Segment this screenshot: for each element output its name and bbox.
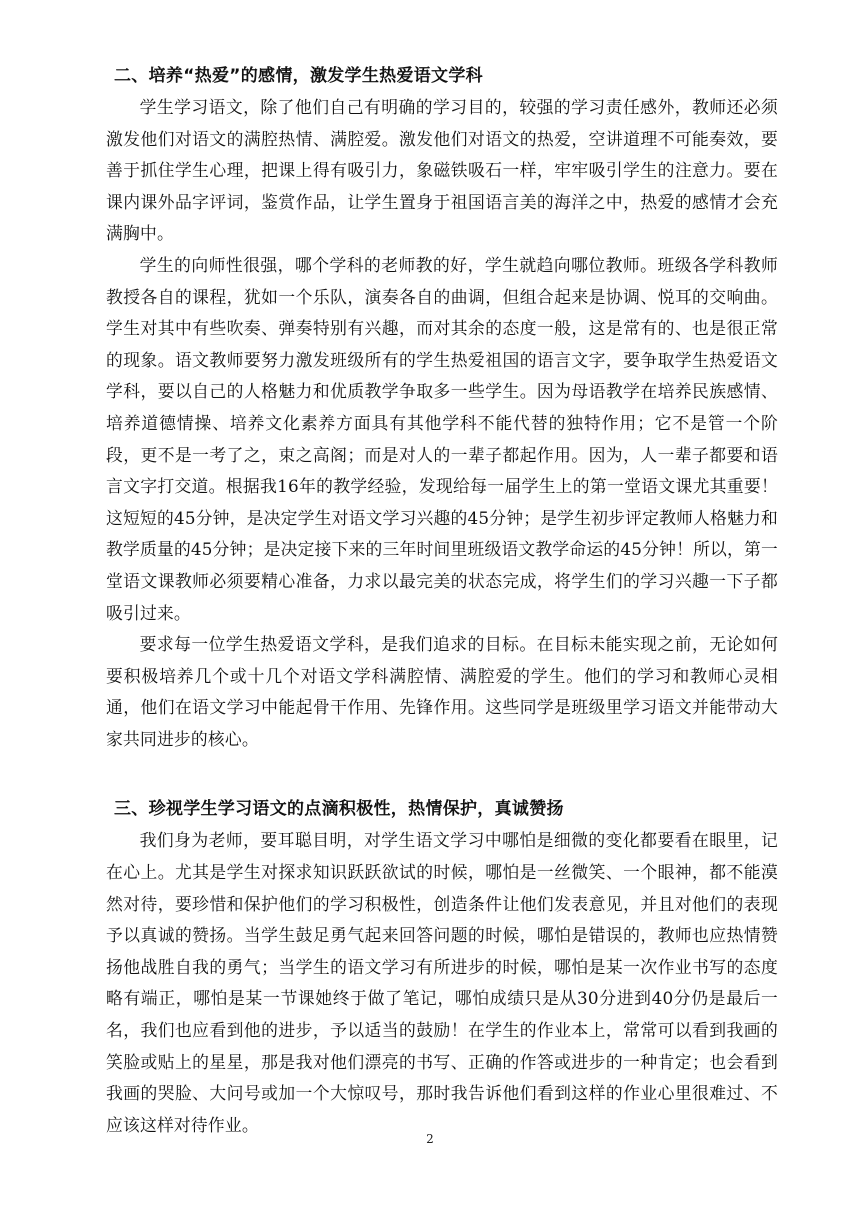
document-body [106, 60, 778, 1141]
page-number: 2 [426, 1132, 434, 1146]
section-heading-3: 三、珍视学生学习语文的点滴积极性，热情保护，真诚赞扬 [114, 799, 564, 820]
section-gap [106, 755, 778, 793]
paragraph: 要求每一位学生热爱语文学科，是我们追求的目标。在目标未能实现之前，无论如何要积极培养几个或十几个对语文学科满腔情、满腔爱的学生。他们的学习和教师心灵相通，他们在语文学习中能起骨干作用、先锋作用。这些同学是班级里学习语文并能带动大家共同进步的核心。 [106, 634, 778, 749]
paragraph: 学生的向师性很强，哪个学科的老师教的好，学生就趋向哪位教师。班级各学科教师教授各自的课程，犹如一个乐队，演奏各自的曲调，但组合起来是协调、悦耳的交响曲。学生对其中有些吹奏、弹奏特别有兴趣，而对其余的态度一般，这是常有的、也是很正常的现象。语文教师要努力激发班级所有的学生热爱祖国的语言文字，要争取学生热爱语文学科，要以自己的人格魅力和优质教学争取多一些学生。因为母语教学在培养民族感情、培养道德情操、培养文化素养方面具有其他学科不能代替的独特作用；它不是管一个阶段，更不是一考了之，束之高阁；而是对人的一辈子都起作用。因为，人一辈子都要和语言文字打交道。根据我16年的教学经验，发现给每一届学生上的第一堂语文课尤其重要！这短短的45分钟，是决定学生对语文学习兴趣的45分钟；是学生初步评定教师人格魅力和教学质量的45分钟；是决定接下来的三年时间里班级语文教学命运的45分钟！所以，第一堂语文课教师必须要精心准备，力求以最完美的状态完成，将学生们的学习兴趣一下子都吸引过来。 [106, 254, 778, 623]
paragraph: 学生学习语文，除了他们自己有明确的学习目的，较强的学习责任感外，教师还必须激发他们对语文的满腔热情、满腔爱。激发他们对语文的热爱，空讲道理不可能奏效，要善于抓住学生心理，把课上得有吸引力，象磁铁吸石一样，牢牢吸引学生的注意力。要在课内课外品字评词，鉴赏作品，让学生置身于祖国语言美的海洋之中，热爱的感情才会充满胸中。 [106, 97, 778, 244]
paragraph: 我们身为老师，要耳聪目明，对学生语文学习中哪怕是细微的变化都要看在眼里，记在心上。尤其是学生对探求知识跃跃欲试的时候，哪怕是一丝微笑、一个眼神，都不能漠然对待，要珍惜和保护他们的学习积极性，创造条件让他们发表意见，并且对他们的表现予以真诚的赞扬。当学生鼓足勇气起来回答问题的时候，哪怕是错误的，教师也应热情赞扬他战胜自我的勇气；当学生的语文学习有所进步的时候，哪怕是某一次作业书写的态度略有端正，哪怕是某一节课她终于做了笔记，哪怕成绩只是从30分进到40分仍是最后一名，我们也应看到他的进步，予以适当的鼓励！在学生的作业本上，常常可以看到我画的笑脸或贴上的星星，那是我对他们漂亮的书写、正确的作答或进步的一种肯定；也会看到我画的哭脸、大问号或加一个大惊叹号，那时我告诉他们看到这样的作业心里很难过、不应该这样对待作业。 [106, 830, 778, 1135]
section-heading-2: 二、培养“热爱”的感情，激发学生热爱语文学科 [114, 66, 483, 86]
